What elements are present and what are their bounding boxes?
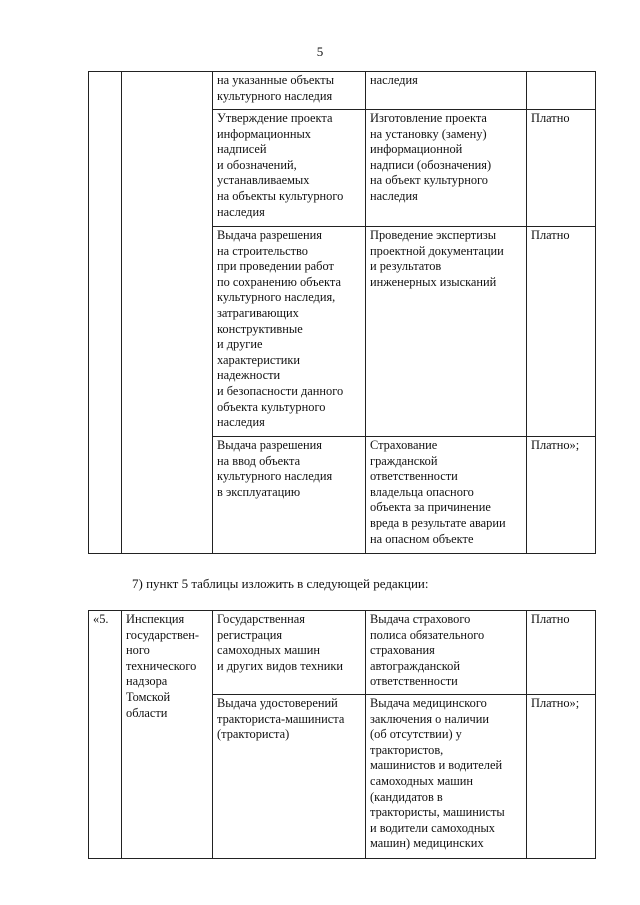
required-service-cell: Страхование гражданской ответственности владельца опасного объекта за причинение вреда в результате аварии на опасном объекте xyxy=(366,437,527,554)
amendment-instruction: 7) пункт 5 таблицы изложить в следующей редакции: xyxy=(132,576,429,591)
service-cell: Государственная регистрация самоходных машин и других видов техники xyxy=(213,611,366,695)
number-cell: «5. xyxy=(89,611,122,859)
required-service-cell: Выдача медицинского заключения о наличии (об отсутствии) у трактористов, машинистов и водителей самоходных машин (кандидатов в трактористы, машинисты и водители самоходных машин) медицинских xyxy=(366,695,527,859)
required-service-cell: наследия xyxy=(366,72,527,110)
number-cell xyxy=(89,72,122,554)
service-cell: Выдача разрешения на строительство при проведении работ по сохранению объекта культурного наследия, затрагивающих конструктивные и другие характеристики надежности и безопасности данного объекта культурного наследия xyxy=(213,227,366,437)
service-cell: на указанные объекты культурного наследия xyxy=(213,72,366,110)
required-service-cell: Изготовление проекта на установку (замену) информационной надписи (обозначения) на объект культурного наследия xyxy=(366,110,527,227)
page-number: 5 xyxy=(316,44,324,59)
table-row xyxy=(89,611,596,695)
table-row xyxy=(89,72,596,110)
service-cell: Выдача удостоверений тракториста-машиниста (тракториста) xyxy=(213,695,366,859)
required-service-cell: Проведение экспертизы проектной документации и результатов инженерных изысканий xyxy=(366,227,527,437)
service-cell: Выдача разрешения на ввод объекта культурного наследия в эксплуатацию xyxy=(213,437,366,554)
services-table-continued xyxy=(88,71,596,554)
payment-cell: Платно xyxy=(527,611,596,695)
required-service-cell: Выдача страхового полиса обязательного страхования автогражданской ответственности xyxy=(366,611,527,695)
payment-cell: Платно»; xyxy=(527,437,596,554)
payment-cell xyxy=(527,72,596,110)
services-table-item-5 xyxy=(88,610,596,859)
payment-cell: Платно xyxy=(527,110,596,227)
payment-cell: Платно xyxy=(527,227,596,437)
payment-cell: Платно»; xyxy=(527,695,596,859)
organization-cell xyxy=(122,72,213,554)
service-cell: Утверждение проекта информационных надписей и обозначений, устанавливаемых на объекты культурного наследия xyxy=(213,110,366,227)
organization-cell: Инспекция государствен- ного технического надзора Томской области xyxy=(122,611,213,859)
